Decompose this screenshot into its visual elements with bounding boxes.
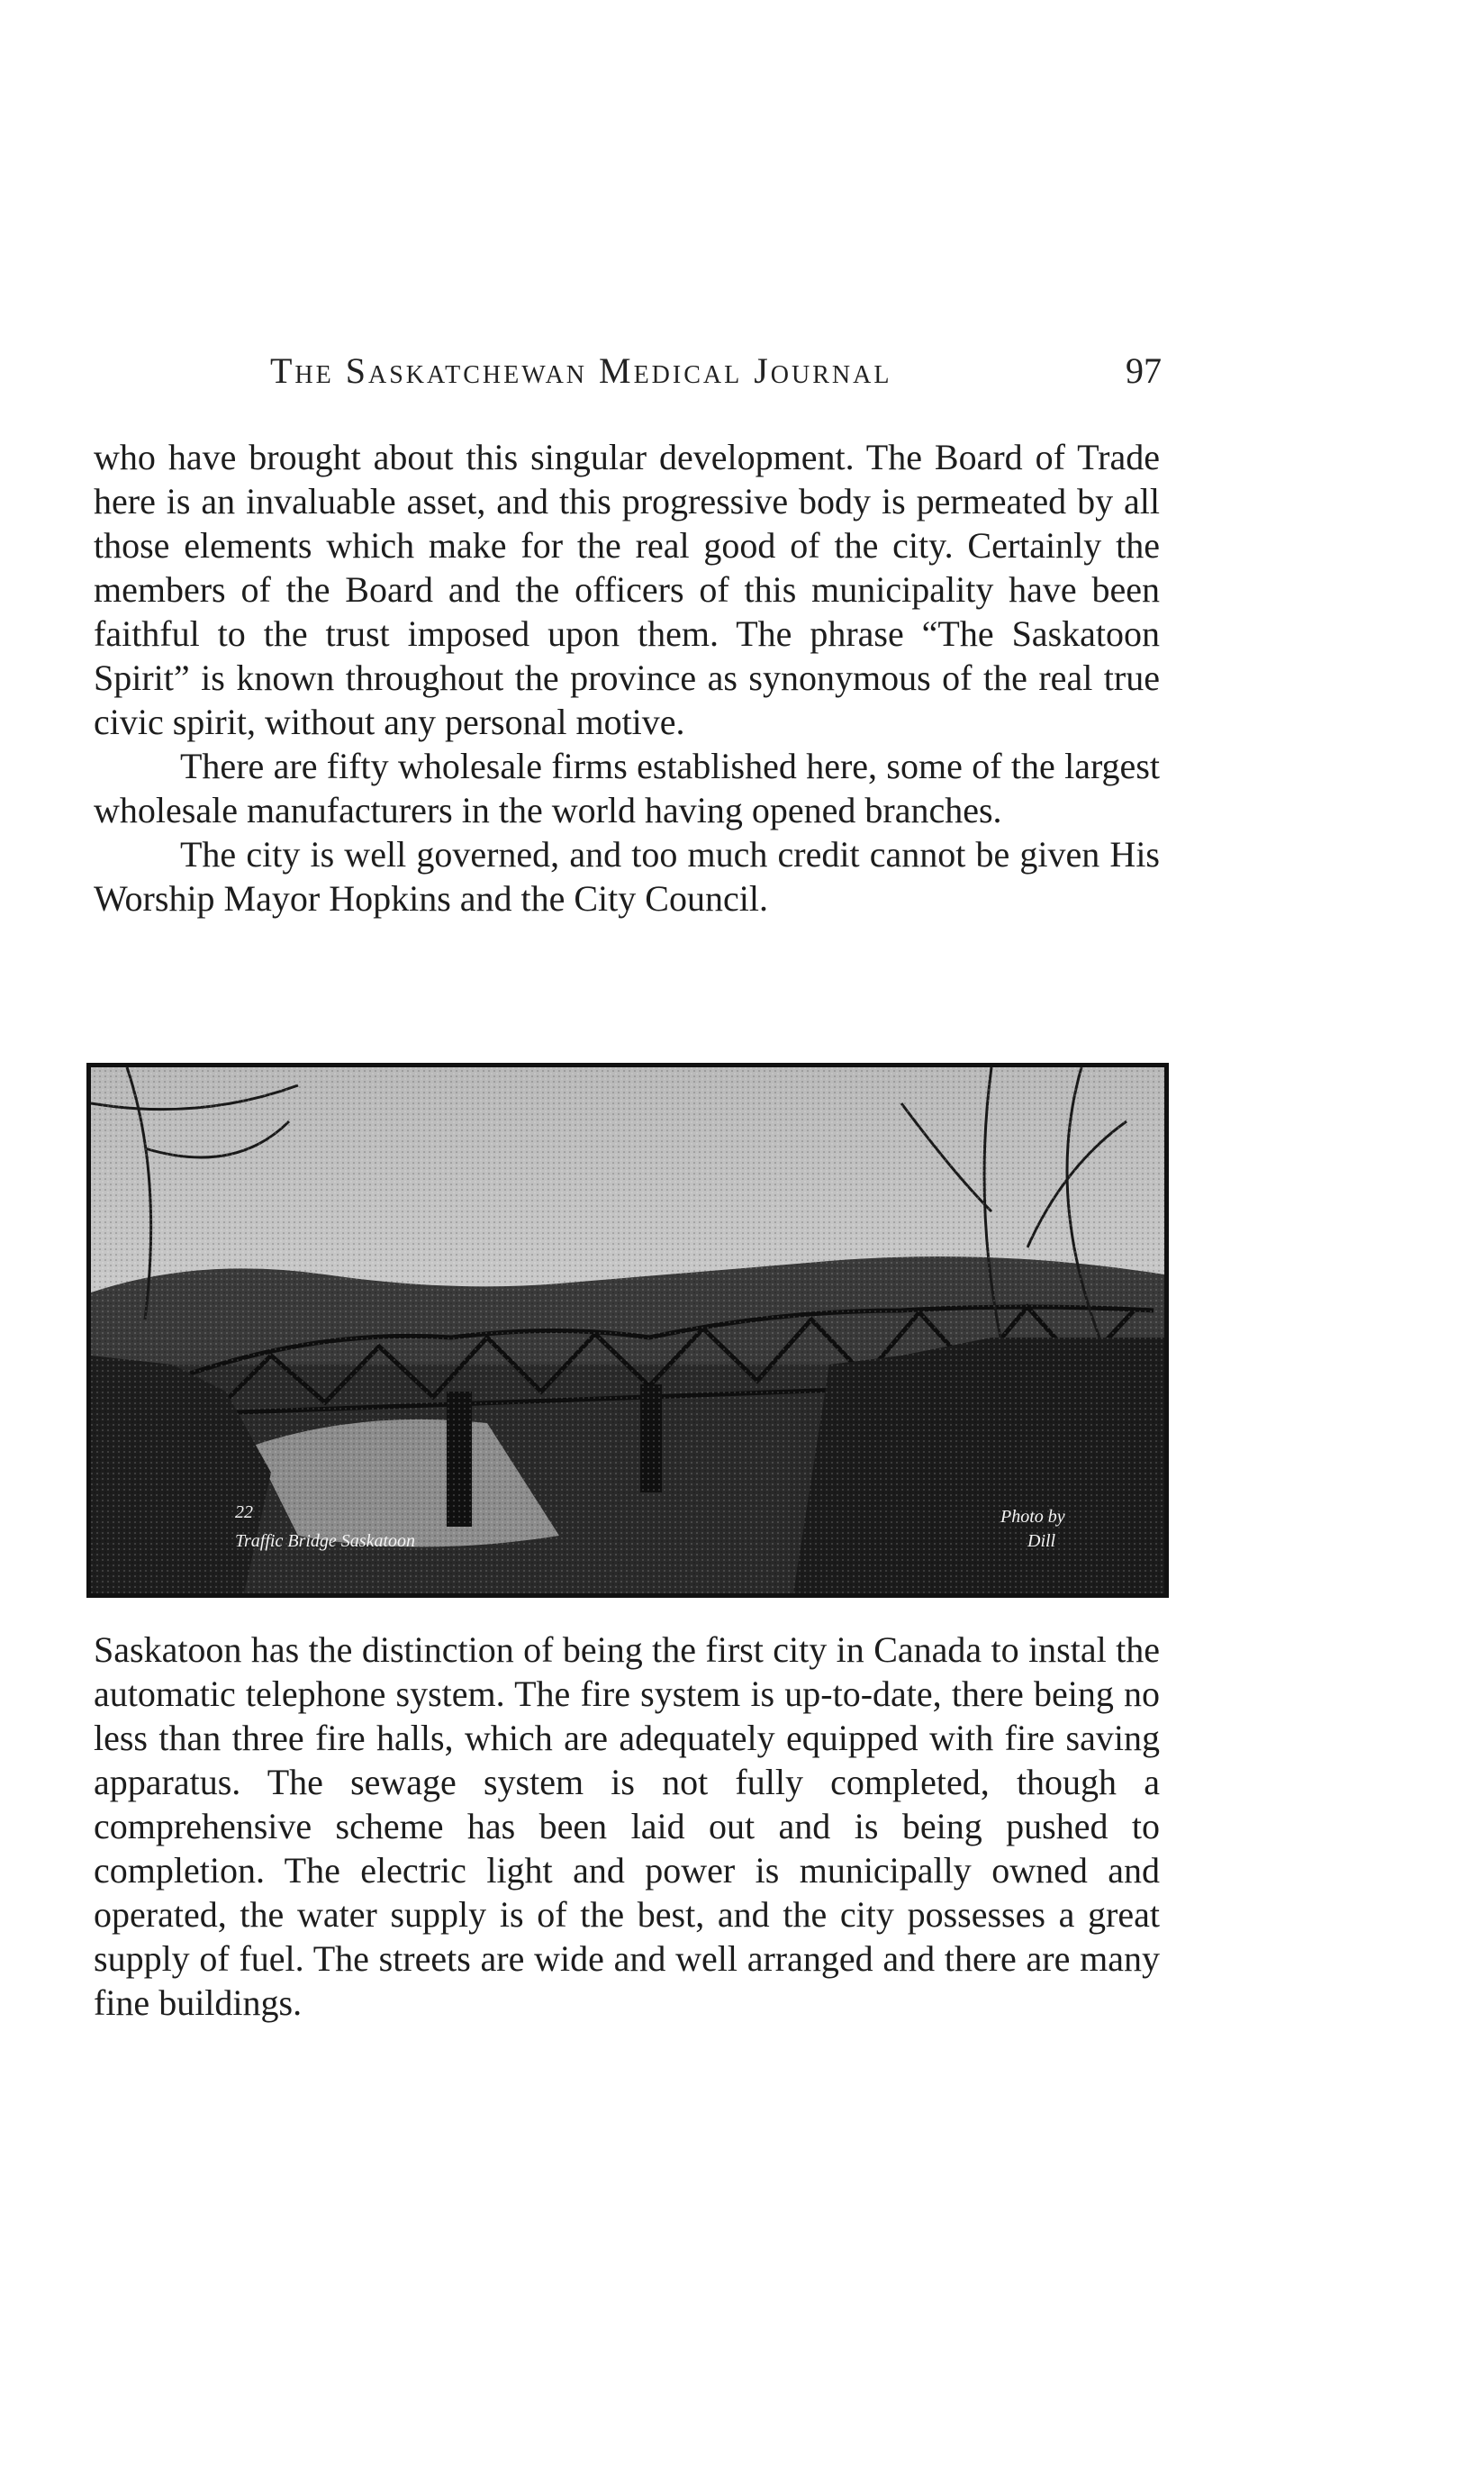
paragraph-board-of-trade: who have brought about this singular development. The Board of Trade here is an invaluable asset, and this progressive body is permeated by all those elements which make for the real good of the city. Certainly the members of the Board and the officers of this municipality have been faithful to the trust imposed upon them. The phrase “The Saskatoon Spirit” is known throughout the province as synonymous of the real true civic spirit, without any personal motive. <box>94 437 1160 742</box>
running-title: The Saskatchewan Medical Journal <box>270 350 892 391</box>
running-head <box>270 349 1162 396</box>
photo-caption-number: 22 <box>235 1502 253 1522</box>
body-text-top <box>94 435 1160 921</box>
bridge-photo-illustration <box>91 1067 1164 1593</box>
body-text-bottom <box>94 1628 1160 2025</box>
bridge-photograph <box>86 1063 1169 1598</box>
photo-caption-left: Traffic Bridge Saskatoon <box>235 1531 415 1551</box>
photo-caption-right-2: Dill <box>1027 1531 1056 1551</box>
paragraph-city-government: The city is well governed, and too much credit cannot be given His Worship Mayor Hopkins and the City Council. <box>94 834 1160 919</box>
page-number: 97 <box>1126 350 1162 391</box>
paragraph-city-services: Saskatoon has the distinction of being the first city in Canada to instal the automatic telephone system. The fire system is up-to-date, there being no less than three fire halls, which are adequately equipped with fire saving apparatus. The sewage system is not fully completed, though a comprehensive scheme has been laid out and is being pushed to completion. The electric light and power is municipally owned and operated, the water supply is of the best, and the city possesses a great supply of fuel. The streets are wide and well arranged and there are many fine buildings. <box>94 1629 1160 2023</box>
photo-caption-right-1: Photo by <box>1000 1507 1065 1527</box>
paragraph-wholesale-firms: There are fifty wholesale firms established here, some of the largest wholesale manufacturers in the world having opened branches. <box>94 746 1160 830</box>
